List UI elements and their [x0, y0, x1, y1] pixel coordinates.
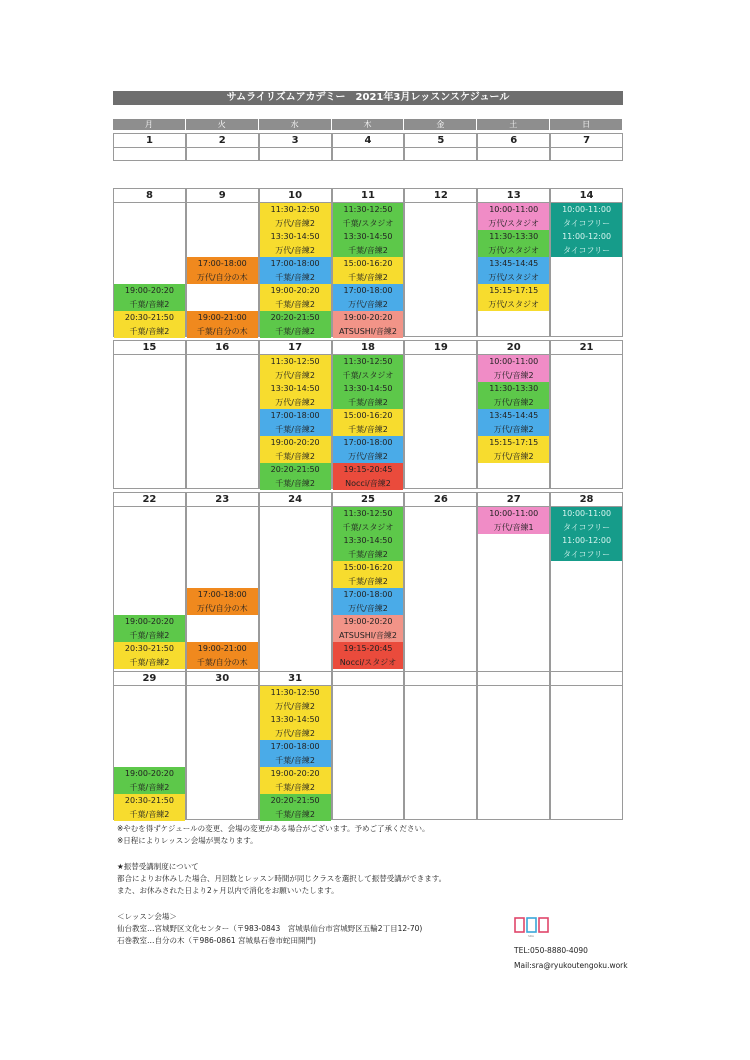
day-header: 水 [259, 119, 332, 130]
lesson-place: 千葉/音練2 [275, 782, 316, 792]
lesson-time: 11:30-12:50 [270, 688, 320, 697]
day-column [259, 354, 332, 489]
lesson-time: 15:00-16:20 [343, 411, 393, 420]
lesson-slot [187, 257, 258, 284]
date-cell: 22 [113, 492, 186, 506]
date-cell: 7 [550, 133, 623, 147]
lesson-slot [478, 257, 549, 284]
lesson-place: 千葉/音練2 [129, 326, 170, 336]
day-column [404, 354, 477, 489]
lesson-place: 千葉/音練2 [348, 576, 388, 586]
date-cell: 23 [186, 492, 259, 506]
note-transfer-limit: また、お休みされた日より2ヶ月以内で消化をお願いいたします。 [117, 886, 339, 895]
date-cell: 1 [113, 133, 186, 147]
lesson-time: 10:00-11:00 [489, 357, 539, 366]
lesson-place: 千葉/音練2 [275, 478, 316, 488]
lesson-slot [333, 257, 404, 284]
date-cell: 3 [259, 133, 332, 147]
lesson-time: 10:00-11:00 [489, 509, 539, 518]
day-column [113, 506, 186, 672]
lesson-slot [333, 615, 404, 642]
day-column [186, 202, 259, 337]
day-column [332, 147, 405, 161]
contact-tel: TEL:050-8880-4090 [514, 946, 588, 955]
lesson-time: 13:30-14:50 [343, 232, 393, 241]
lesson-place: 万代/音練2 [275, 701, 316, 711]
lesson-place: 千葉/自分の木 [196, 657, 248, 667]
date-cell: 4 [332, 133, 405, 147]
date-cell: 8 [113, 188, 186, 202]
lesson-slot [478, 409, 549, 436]
lesson-slot [260, 794, 331, 821]
lesson-time: 19:00-20:20 [124, 286, 174, 295]
lesson-slot [333, 507, 404, 534]
lesson-place: Nocci/スタジオ [339, 657, 397, 667]
day-column [477, 506, 550, 672]
lesson-time: 10:00-11:00 [562, 205, 612, 214]
lesson-place: 万代/音練2 [275, 218, 316, 228]
day-column [404, 506, 477, 672]
note-venue: ※日程によりレッスン会場が異なります。 [117, 836, 258, 845]
day-column [259, 147, 332, 161]
lesson-time: 10:00-11:00 [489, 205, 539, 214]
lesson-time: 19:00-20:20 [270, 286, 320, 295]
lesson-place: 万代/自分の木 [196, 272, 248, 282]
day-column [404, 147, 477, 161]
lesson-place: 千葉/音練2 [348, 424, 388, 434]
lesson-place: 千葉/音練2 [129, 782, 170, 792]
date-cell: 13 [477, 188, 550, 202]
lesson-place: 万代/音練2 [348, 451, 388, 461]
note-transfer-rule: 都合によりお休みした場合、月回数とレッスン時間が同じクラスを選択して振替受講ができます。 [117, 874, 447, 883]
day-column [186, 147, 259, 161]
lesson-slot [551, 230, 622, 257]
day-column [332, 685, 405, 820]
lesson-place: 万代/音練2 [275, 728, 316, 738]
lesson-slot [114, 794, 185, 821]
day-column [550, 506, 623, 672]
lesson-place: 千葉/スタジオ [342, 522, 394, 532]
date-cell: 20 [477, 340, 550, 354]
lesson-slot [478, 230, 549, 257]
lesson-slot [260, 740, 331, 767]
lesson-slot [551, 534, 622, 561]
day-column [550, 354, 623, 489]
lesson-place: ATSUSHI/音練2 [339, 630, 397, 640]
lesson-time: 15:00-16:20 [343, 563, 393, 572]
lesson-slot [260, 463, 331, 490]
day-column [477, 202, 550, 337]
day-header: 金 [404, 119, 477, 130]
lesson-slot [114, 767, 185, 794]
day-column [404, 202, 477, 337]
date-cell: 6 [477, 133, 550, 147]
lesson-time: 13:30-14:50 [343, 536, 393, 545]
lesson-place: タイコフリー [562, 245, 611, 255]
lesson-time: 20:30-21:50 [124, 796, 174, 805]
lesson-place: 千葉/音練2 [129, 630, 170, 640]
lesson-place: 千葉/音練2 [275, 809, 316, 819]
lesson-time: 13:30-14:50 [343, 384, 393, 393]
lesson-time: 11:30-13:30 [489, 232, 539, 241]
lesson-time: 17:00-18:00 [343, 438, 393, 447]
lesson-slot [187, 588, 258, 615]
lesson-place: 千葉/音練2 [275, 755, 316, 765]
date-cell: 16 [186, 340, 259, 354]
day-column [332, 354, 405, 489]
date-cell: 11 [332, 188, 405, 202]
lesson-time: 20:20-21:50 [270, 465, 320, 474]
venue-heading: ＜レッスン会場＞ [117, 912, 177, 921]
date-cell: 12 [404, 188, 477, 202]
date-cell: 21 [550, 340, 623, 354]
date-cell [332, 671, 405, 685]
lesson-time: 19:00-21:00 [197, 313, 247, 322]
date-cell: 24 [259, 492, 332, 506]
date-cell: 17 [259, 340, 332, 354]
lesson-slot [333, 355, 404, 382]
lesson-time: 15:00-16:20 [343, 259, 393, 268]
lesson-place: 万代/音練2 [493, 451, 534, 461]
lesson-slot [333, 382, 404, 409]
lesson-slot [478, 436, 549, 463]
date-cell: 29 [113, 671, 186, 685]
lesson-slot [478, 507, 549, 534]
day-column [113, 685, 186, 820]
lesson-place: 千葉/音練2 [129, 809, 170, 819]
lesson-time: 11:30-12:50 [343, 205, 393, 214]
day-header: 土 [477, 119, 550, 130]
lesson-place: 万代/スタジオ [488, 272, 540, 282]
lesson-slot [333, 534, 404, 561]
date-cell [477, 671, 550, 685]
day-column [332, 506, 405, 672]
date-cell: 14 [550, 188, 623, 202]
lesson-time: 20:30-21:50 [124, 644, 174, 653]
lesson-time: 11:30-13:30 [489, 384, 539, 393]
lesson-place: ATSUSHI/音練2 [339, 326, 397, 336]
lesson-slot [333, 463, 404, 490]
lesson-place: 万代/スタジオ [488, 245, 540, 255]
lesson-place: 千葉/音練2 [275, 299, 316, 309]
lesson-slot [260, 203, 331, 230]
lesson-place: 千葉/音練2 [348, 245, 388, 255]
lesson-place: 万代/音練2 [348, 603, 388, 613]
date-cell: 31 [259, 671, 332, 685]
contact-info [514, 943, 628, 973]
lesson-time: 17:00-18:00 [197, 259, 247, 268]
lesson-time: 20:20-21:50 [270, 313, 320, 322]
day-column [550, 147, 623, 161]
lesson-slot [478, 284, 549, 311]
lesson-time: 20:20-21:50 [270, 796, 320, 805]
lesson-slot [333, 561, 404, 588]
day-column [404, 685, 477, 820]
notes [117, 823, 446, 947]
lesson-time: 17:00-18:00 [270, 411, 320, 420]
day-column [259, 202, 332, 337]
date-cell: 15 [113, 340, 186, 354]
lesson-slot [478, 355, 549, 382]
lesson-time: 19:00-21:00 [197, 644, 247, 653]
date-cell: 5 [404, 133, 477, 147]
lesson-place: 千葉/音練2 [348, 272, 388, 282]
lesson-slot [478, 203, 549, 230]
day-column [113, 354, 186, 489]
day-column [477, 147, 550, 161]
lesson-slot [333, 436, 404, 463]
lesson-slot [260, 436, 331, 463]
date-cell: 10 [259, 188, 332, 202]
date-cell: 30 [186, 671, 259, 685]
lesson-place: 万代/音練2 [348, 299, 388, 309]
lesson-time: 11:00-12:00 [562, 536, 612, 545]
date-cell: 9 [186, 188, 259, 202]
note-transfer-heading: ★振替受講制度について [117, 862, 199, 871]
venue-sendai: 仙台教室…宮城野区文化センター（〒983-0843 宮城県仙台市宮城野区五輪2丁目12-70) [117, 924, 423, 933]
lesson-time: 11:30-12:50 [343, 509, 393, 518]
lesson-place: 千葉/音練2 [129, 657, 170, 667]
lesson-slot [114, 642, 185, 669]
lesson-slot [333, 230, 404, 257]
lesson-slot [187, 311, 258, 338]
lesson-place: 万代/音練2 [275, 370, 316, 380]
day-column [113, 147, 186, 161]
lesson-place: 万代/音練2 [275, 245, 316, 255]
lesson-slot [333, 409, 404, 436]
lesson-place: タイコフリー [562, 218, 611, 228]
lesson-place: 万代/スタジオ [488, 218, 540, 228]
date-cell: 18 [332, 340, 405, 354]
lesson-place: 万代/音練1 [493, 522, 534, 532]
lesson-time: 11:30-12:50 [270, 205, 320, 214]
lesson-place: 万代/音練2 [275, 397, 316, 407]
lesson-slot [260, 382, 331, 409]
date-cell: 2 [186, 133, 259, 147]
lesson-slot [114, 311, 185, 338]
lesson-time: 13:45-14:45 [489, 259, 539, 268]
day-header: 日 [550, 119, 623, 130]
lesson-time: 19:00-20:20 [270, 438, 320, 447]
day-header: 木 [332, 119, 405, 130]
lesson-slot [260, 713, 331, 740]
lesson-slot [260, 230, 331, 257]
day-column [186, 354, 259, 489]
lesson-time: 17:00-18:00 [343, 590, 393, 599]
lesson-slot [260, 284, 331, 311]
sra-logo [514, 916, 554, 938]
lesson-time: 11:30-12:50 [343, 357, 393, 366]
lesson-slot [333, 284, 404, 311]
lesson-place: タイコフリー [562, 522, 611, 532]
lesson-place: 千葉/音練2 [275, 451, 316, 461]
lesson-slot [260, 311, 331, 338]
day-header: 月 [113, 119, 186, 130]
lesson-time: 11:00-12:00 [562, 232, 612, 241]
lesson-place: Nocci/音練2 [345, 478, 391, 488]
day-column [550, 202, 623, 337]
lesson-place: 万代/自分の木 [196, 603, 248, 613]
lesson-place: 千葉/音練2 [275, 326, 316, 336]
lesson-time: 17:00-18:00 [270, 742, 320, 751]
day-column [550, 685, 623, 820]
lesson-time: 15:15-17:15 [489, 286, 539, 295]
day-column [259, 506, 332, 672]
lesson-place: 万代/音練2 [493, 397, 534, 407]
lesson-slot [260, 257, 331, 284]
lesson-slot [551, 507, 622, 534]
lesson-slot [260, 355, 331, 382]
date-cell [404, 671, 477, 685]
day-column [113, 202, 186, 337]
lesson-time: 17:00-18:00 [343, 286, 393, 295]
lesson-time: 11:30-12:50 [270, 357, 320, 366]
day-column [259, 685, 332, 820]
day-column [477, 354, 550, 489]
lesson-time: 17:00-18:00 [270, 259, 320, 268]
date-cell [550, 671, 623, 685]
lesson-time: 19:00-20:20 [124, 617, 174, 626]
date-cell: 26 [404, 492, 477, 506]
lesson-time: 13:30-14:50 [270, 232, 320, 241]
lesson-time: 19:15-20:45 [343, 644, 393, 653]
lesson-place: 千葉/音練2 [348, 397, 388, 407]
lesson-place: 千葉/スタジオ [342, 370, 394, 380]
lesson-slot [260, 409, 331, 436]
lesson-time: 19:00-20:20 [343, 313, 393, 322]
lesson-place: 千葉/音練2 [275, 424, 316, 434]
day-column [186, 685, 259, 820]
lesson-place: 万代/音練2 [493, 370, 534, 380]
lesson-slot [551, 203, 622, 230]
lesson-time: 20:30-21:50 [124, 313, 174, 322]
lesson-time: 13:30-14:50 [270, 715, 320, 724]
lesson-slot [333, 203, 404, 230]
date-cell: 19 [404, 340, 477, 354]
lesson-place: 千葉/自分の木 [196, 326, 248, 336]
lesson-slot [333, 588, 404, 615]
lesson-slot [114, 284, 185, 311]
page-title: サムライリズムアカデミー 2021年3月レッスンスケジュール [113, 91, 623, 105]
lesson-time: 15:15-17:15 [489, 438, 539, 447]
lesson-slot [114, 615, 185, 642]
lesson-place: 千葉/音練2 [348, 549, 388, 559]
svg-text:SRA: SRA [528, 934, 534, 938]
lesson-slot [260, 767, 331, 794]
day-column [332, 202, 405, 337]
lesson-place: 千葉/スタジオ [342, 218, 394, 228]
date-cell: 27 [477, 492, 550, 506]
lesson-slot [333, 642, 404, 669]
lesson-time: 17:00-18:00 [197, 590, 247, 599]
lesson-time: 19:00-20:20 [124, 769, 174, 778]
lesson-place: 千葉/音練2 [275, 272, 316, 282]
lesson-place: タイコフリー [562, 549, 611, 559]
lesson-place: 万代/スタジオ [488, 299, 540, 309]
lesson-time: 13:30-14:50 [270, 384, 320, 393]
lesson-time: 13:45-14:45 [489, 411, 539, 420]
lesson-place: 千葉/音練2 [129, 299, 170, 309]
lesson-slot [333, 311, 404, 338]
venue-ishinomaki: 石巻教室…自分の木（〒986-0861 宮城県石巻市蛇田開門) [117, 936, 316, 945]
day-column [186, 506, 259, 672]
date-cell: 25 [332, 492, 405, 506]
lesson-time: 19:00-20:20 [343, 617, 393, 626]
lesson-time: 19:15-20:45 [343, 465, 393, 474]
lesson-time: 19:00-20:20 [270, 769, 320, 778]
date-cell: 28 [550, 492, 623, 506]
contact-mail[interactable]: Mail:sra@ryukoutengoku.work [514, 961, 628, 970]
lesson-place: 万代/音練2 [493, 424, 534, 434]
lesson-slot [187, 642, 258, 669]
lesson-time: 10:00-11:00 [562, 509, 612, 518]
lesson-slot [260, 686, 331, 713]
lesson-slot [478, 382, 549, 409]
note-schedule-change: ※やむを得ずケジュールの変更、会場の変更がある場合がございます。予めご了承ください。 [117, 824, 430, 833]
day-column [477, 685, 550, 820]
day-header: 火 [186, 119, 259, 130]
